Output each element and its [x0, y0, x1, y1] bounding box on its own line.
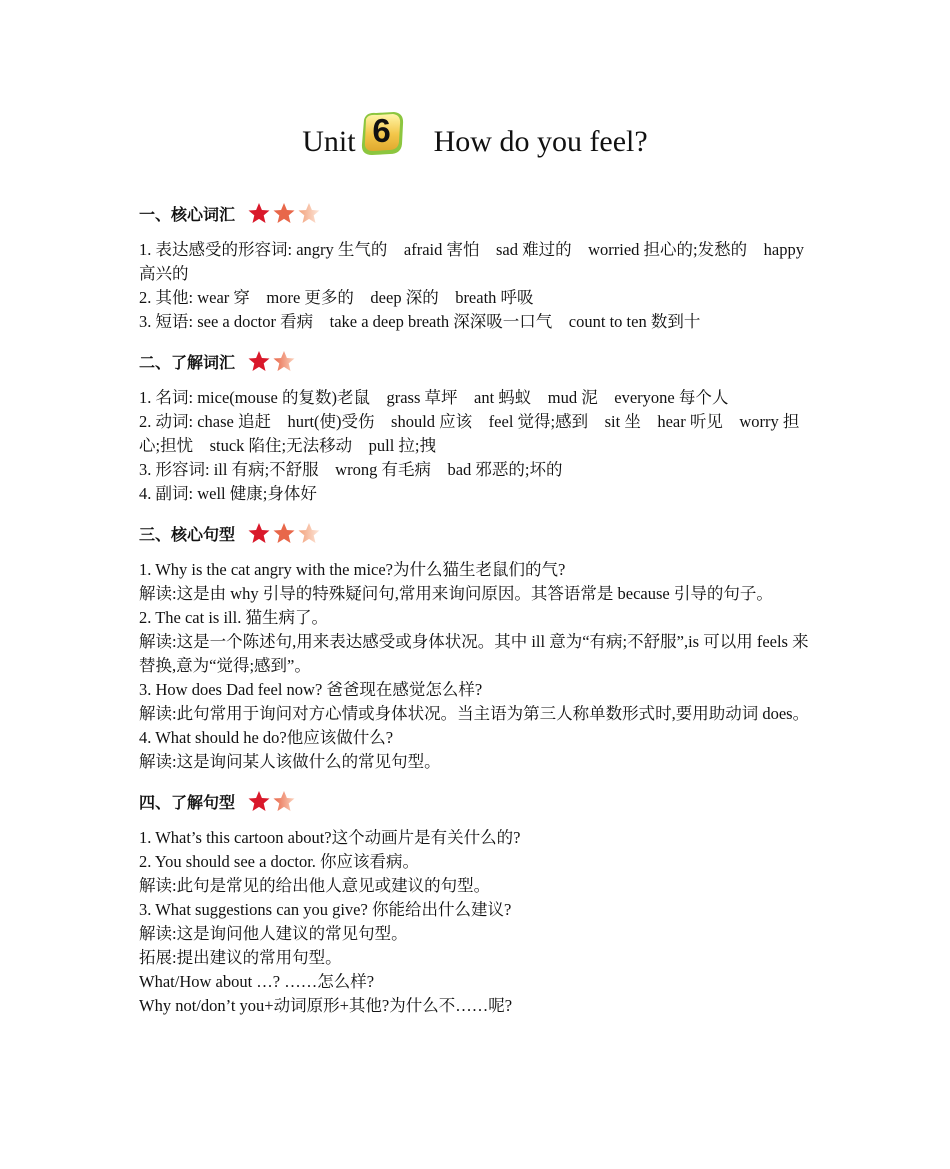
text-line: Why not/don’t you+动词原形+其他?为什么不……呢? [139, 996, 513, 1015]
unit-number: 6 [372, 112, 391, 149]
content-body [139, 196, 815, 1018]
text-line: 2. The cat is ill. 猫生病了。 [139, 608, 328, 627]
section-heading [139, 196, 815, 230]
text-line: 1. 表达感受的形容词: angry 生气的 afraid 害怕 sad 难过的 worried 担心的;发愁的 happy 高兴的 [139, 240, 804, 283]
text-line: 拓展:提出建议的常用句型。 [139, 948, 342, 967]
text-line: 解读:此句是常见的给出他人意见或建议的句型。 [139, 876, 491, 895]
text-line: 解读:此句常用于询问对方心情或身体状况。当主语为第三人称单数形式时,要用助动词 does。 [139, 704, 810, 723]
text-line: What/How about …? ……怎么样? [139, 972, 375, 991]
section-heading-text: 四、了解句型 [139, 792, 236, 812]
star-faded-icon [297, 522, 321, 544]
text-line: 2. You should see a doctor. 你应该看病。 [139, 852, 420, 871]
text-line: 4. What should he do?他应该做什么? [139, 728, 394, 747]
text-line: 3. What suggestions can you give? 你能给出什么建议? [139, 900, 512, 919]
text-line: 解读:这是一个陈述句,用来表达感受或身体状况。其中 ill 意为“有病;不舒服”,is 可以用 feels 来替换,意为“觉得;感到”。 [139, 632, 809, 675]
text-line: 解读:这是由 why 引导的特殊疑问句,常用来询问原因。其答语常是 because 引导的句子。 [139, 584, 773, 603]
unit-title-text: How do you feel? [433, 125, 648, 158]
section-heading-text: 一、核心词汇 [139, 204, 236, 224]
star-icon [247, 202, 271, 224]
section-heading [139, 516, 815, 550]
rating-stars [247, 790, 297, 812]
section-heading-text: 三、核心句型 [139, 524, 236, 544]
rating-stars [247, 522, 322, 544]
star-faded-icon [272, 350, 296, 372]
text-line: 解读:这是询问他人建议的常见句型。 [139, 924, 408, 943]
star-faded-icon [272, 790, 296, 812]
text-line: 3. 短语: see a doctor 看病 take a deep breath 深深吸一口气 count to ten 数到十 [139, 312, 701, 331]
text-line: 3. 形容词: ill 有病;不舒服 wrong 有毛病 bad 邪恶的;坏的 [139, 460, 563, 479]
text-line: 解读:这是询问某人该做什么的常见句型。 [139, 752, 441, 771]
star-faded-icon [297, 202, 321, 224]
star-icon [247, 522, 271, 544]
section-heading [139, 784, 815, 818]
star-icon [272, 202, 296, 224]
section-heading [139, 344, 815, 378]
star-icon [247, 790, 271, 812]
text-line: 2. 动词: chase 追赶 hurt(使)受伤 should 应该 feel 觉得;感到 sit 坐 hear 听见 worry 担心;担忧 stuck 陷住;无法移动 pull 拉;拽 [139, 412, 800, 455]
text-line: 1. 名词: mice(mouse 的复数)老鼠 grass 草坪 ant 蚂蚁 mud 泥 everyone 每个人 [139, 388, 729, 407]
text-line: 4. 副词: well 健康;身体好 [139, 484, 317, 503]
section-heading-text: 二、了解词汇 [139, 352, 236, 372]
unit-number-badge [358, 110, 406, 156]
text-line: 3. How does Dad feel now? 爸爸现在感觉怎么样? [139, 680, 483, 699]
text-line: 2. 其他: wear 穿 more 更多的 deep 深的 breath 呼吸 [139, 288, 534, 307]
star-icon [247, 350, 271, 372]
rating-stars [247, 350, 297, 372]
rating-stars [247, 202, 322, 224]
unit-title [0, 112, 950, 162]
text-line: 1. Why is the cat angry with the mice?为什么猫生老鼠们的气? [139, 560, 566, 579]
unit-word: Unit [302, 125, 356, 158]
star-icon [272, 522, 296, 544]
text-line: 1. What’s this cartoon about?这个动画片是有关什么的? [139, 828, 521, 847]
